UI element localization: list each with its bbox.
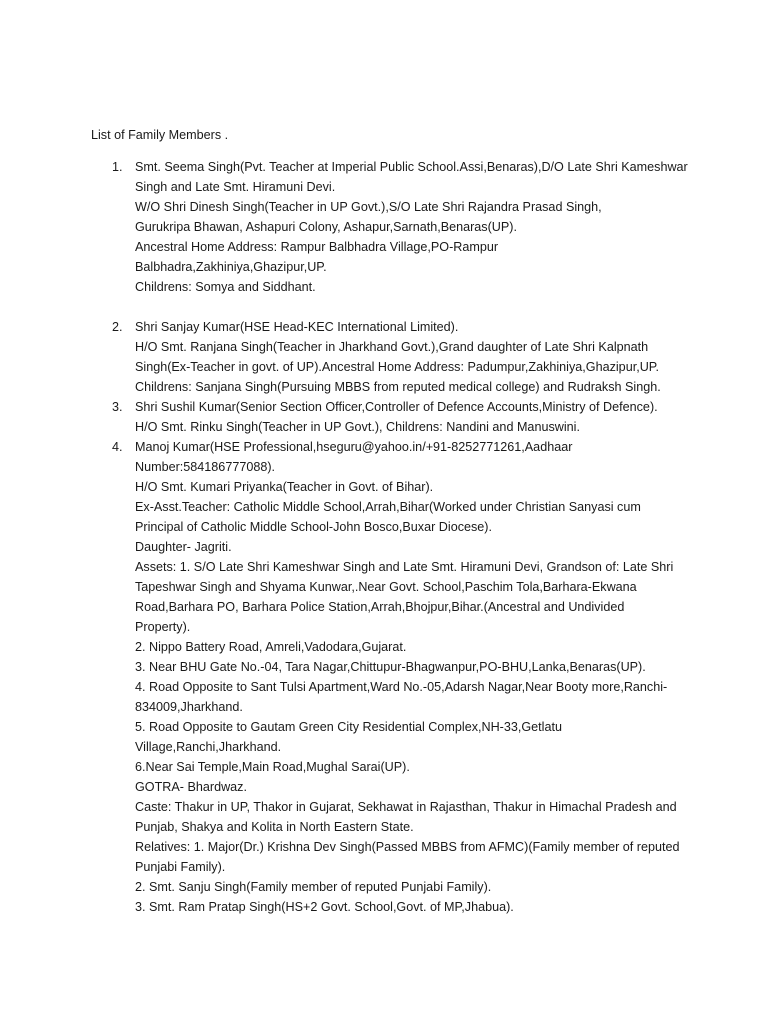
list-item-line: Singh and Late Smt. Hiramuni Devi. — [135, 180, 336, 194]
list-item-line: 3. Smt. Ram Pratap Singh(HS+2 Govt. School,Govt. of MP,Jhabua). — [135, 900, 514, 914]
list-item-line: Relatives: 1. Major(Dr.) Krishna Dev Singh(Passed MBBS from AFMC)(Family member of reputed — [135, 840, 680, 854]
document-title: List of Family Members . — [91, 128, 229, 142]
list-item-line: Principal of Catholic Middle School-John Bosco,Buxar Diocese). — [135, 520, 492, 534]
list-item-line: Property). — [135, 620, 191, 634]
list-item-number: 1. — [112, 160, 123, 174]
list-item-line: Caste: Thakur in UP, Thakor in Gujarat, Sekhawat in Rajasthan, Thakur in Himachal Pradesh and — [135, 800, 677, 814]
list-item-line: Assets: 1. S/O Late Shri Kameshwar Singh and Late Smt. Hiramuni Devi, Grandson of: Late Shri — [135, 560, 674, 574]
list-item-line: Daughter- Jagriti. — [135, 540, 232, 554]
list-item-line: Childrens: Sanjana Singh(Pursuing MBBS from reputed medical college) and Rudraksh Singh. — [135, 380, 661, 394]
list-item-line: Tapeshwar Singh and Shyama Kunwar,.Near Govt. School,Paschim Tola,Barhara-Ekwana — [135, 580, 637, 594]
list-item-line: Punjabi Family). — [135, 860, 226, 874]
list-item-line: Singh(Ex-Teacher in govt. of UP).Ancestral Home Address: Padumpur,Zakhiniya,Ghazipur,UP. — [135, 360, 660, 374]
list-item-line: Ex-Asst.Teacher: Catholic Middle School,Arrah,Bihar(Worked under Christian Sanyasi cum — [135, 500, 641, 514]
list-item-number: 4. — [112, 440, 123, 454]
list-item-line: Punjab, Shakya and Kolita in North Eastern State. — [135, 820, 414, 834]
list-item-line: 4. Road Opposite to Sant Tulsi Apartment,Ward No.-05,Adarsh Nagar,Near Booty more,Ranchi- — [135, 680, 668, 694]
list-item-line: Village,Ranchi,Jharkhand. — [135, 740, 282, 754]
list-item-line: W/O Shri Dinesh Singh(Teacher in UP Govt.),S/O Late Shri Rajandra Prasad Singh, — [135, 200, 602, 214]
list-item-number: 3. — [112, 400, 123, 414]
list-item-line: GOTRA- Bhardwaz. — [135, 780, 247, 794]
list-item-line: Childrens: Somya and Siddhant. — [135, 280, 316, 294]
list-item-line: Shri Sushil Kumar(Senior Section Officer,Controller of Defence Accounts,Ministry of Defence). — [135, 400, 658, 414]
list-item-number: 2. — [112, 320, 123, 334]
list-item-line: Smt. Seema Singh(Pvt. Teacher at Imperial Public School.Assi,Benaras),D/O Late Shri Kameshwar — [135, 160, 688, 174]
list-item-line: H/O Smt. Rinku Singh(Teacher in UP Govt.), Childrens: Nandini and Manuswini. — [135, 420, 580, 434]
list-item-line: H/O Smt. Ranjana Singh(Teacher in Jharkhand Govt.),Grand daughter of Late Shri Kalpnath — [135, 340, 649, 354]
list-item-line: 5. Road Opposite to Gautam Green City Residential Complex,NH-33,Getlatu — [135, 720, 562, 734]
list-item-line: 2. Smt. Sanju Singh(Family member of reputed Punjabi Family). — [135, 880, 492, 894]
list-item-line: Road,Barhara PO, Barhara Police Station,Arrah,Bhojpur,Bihar.(Ancestral and Undivided — [135, 600, 625, 614]
list-item-line: Balbhadra,Zakhiniya,Ghazipur,UP. — [135, 260, 327, 274]
list-item-line: H/O Smt. Kumari Priyanka(Teacher in Govt. of Bihar). — [135, 480, 434, 494]
list-item-line: 2. Nippo Battery Road, Amreli,Vadodara,Gujarat. — [135, 640, 407, 654]
list-item-line: Number:584186777088). — [135, 460, 276, 474]
list-item-line: 6.Near Sai Temple,Main Road,Mughal Sarai(UP). — [135, 760, 410, 774]
list-item-line: Gurukripa Bhawan, Ashapuri Colony, Ashapur,Sarnath,Benaras(UP). — [135, 220, 517, 234]
list-item-line: Shri Sanjay Kumar(HSE Head-KEC International Limited). — [135, 320, 459, 334]
list-item-line: Manoj Kumar(HSE Professional,hseguru@yahoo.in/+91-8252771261,Aadhaar — [135, 440, 573, 454]
list-item-line: 3. Near BHU Gate No.-04, Tara Nagar,Chittupur-Bhagwanpur,PO-BHU,Lanka,Benaras(UP). — [135, 660, 646, 674]
list-item-line: Ancestral Home Address: Rampur Balbhadra Village,PO-Rampur — [135, 240, 499, 254]
list-item-line: 834009,Jharkhand. — [135, 700, 243, 714]
